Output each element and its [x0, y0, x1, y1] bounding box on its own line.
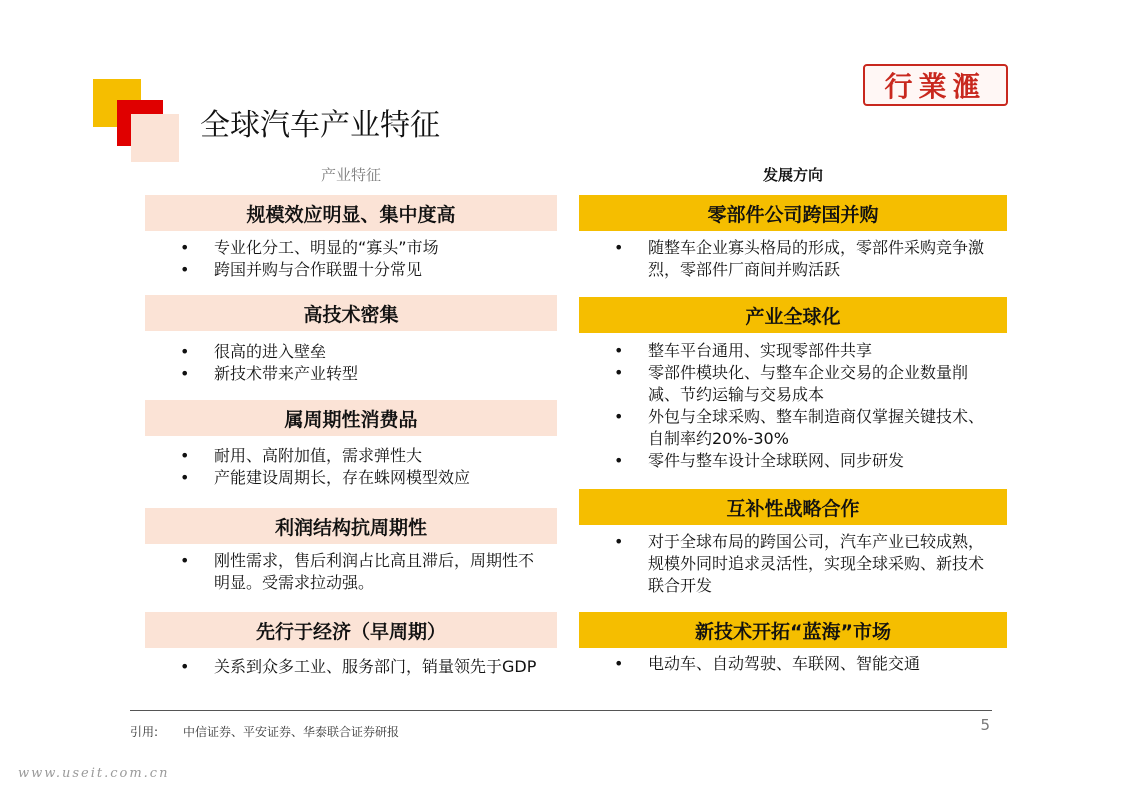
left-section-header-4: 利润结构抗周期性: [145, 508, 557, 544]
right-section-list-4: [614, 653, 994, 675]
left-section-header-3: 属周期性消费品: [145, 400, 557, 436]
list-item: • 专业化分工、明显的“寡头”市场: [180, 237, 540, 259]
right-section-list-2: [614, 340, 994, 472]
left-column-label: 产业特征: [320, 166, 381, 184]
list-item: • 刚性需求，售后利润占比高且滞后，周期性不明显。受需求拉动强。: [180, 550, 540, 594]
list-item: • 耐用、高附加值，需求弹性大: [180, 445, 540, 467]
left-section-list-3: [180, 445, 540, 489]
right-column-label: 发展方向: [762, 166, 823, 184]
left-section-list-2: [180, 341, 540, 385]
right-section-header-1: 零部件公司跨国并购: [579, 195, 1007, 231]
right-section-header-3: 互补性战略合作: [579, 489, 1007, 525]
list-item: • 随整车企业寡头格局的形成，零部件采购竞争激烈，零部件厂商间并购活跃: [614, 237, 994, 281]
page-number: 5: [980, 716, 990, 734]
list-item: • 很高的进入壁垒: [180, 341, 540, 363]
list-item: • 外包与全球采购、整车制造商仅掌握关键技术、自制率约20%-30%: [614, 406, 994, 450]
left-section-list-5: [180, 656, 540, 678]
deco-square-peach: [131, 114, 179, 162]
seal-text: 行業滙: [884, 70, 987, 103]
list-item: • 零部件模块化、与整车企业交易的企业数量削减、节约运输与交易成本: [614, 362, 994, 406]
citation-label: 引用:: [130, 725, 159, 739]
right-section-header-4: 新技术开拓“蓝海”市场: [579, 612, 1007, 648]
list-item: • 关系到众多工业、服务部门，销量领先于GDP: [180, 656, 540, 678]
list-item: • 整车平台通用、实现零部件共享: [614, 340, 994, 362]
page-title: 全球汽车产业特征: [200, 108, 440, 143]
left-section-header-1: 规模效应明显、集中度高: [145, 195, 557, 231]
right-section-header-2: 产业全球化: [579, 297, 1007, 333]
footer-divider: [130, 710, 992, 711]
left-section-header-2: 高技术密集: [145, 295, 557, 331]
watermark: www.useit.com.cn: [18, 766, 170, 781]
left-section-header-5: 先行于经济（早周期）: [145, 612, 557, 648]
list-item: • 跨国并购与合作联盟十分常见: [180, 259, 540, 281]
left-section-list-4: [180, 550, 540, 594]
list-item: • 零件与整车设计全球联网、同步研发: [614, 450, 994, 472]
right-section-list-3: [614, 531, 994, 597]
brand-seal-logo: [863, 64, 1008, 106]
right-section-list-1: [614, 237, 994, 281]
list-item: • 新技术带来产业转型: [180, 363, 540, 385]
list-item: • 对于全球布局的跨国公司，汽车产业已较成熟，规模外同时追求灵活性，实现全球采购、新技术联合开发: [614, 531, 994, 597]
left-section-list-1: [180, 237, 540, 281]
list-item: • 产能建设周期长，存在蛛网模型效应: [180, 467, 540, 489]
list-item: • 电动车、自动驾驶、车联网、智能交通: [614, 653, 994, 675]
citation-text: 中信证券、平安证券、华泰联合证券研报: [183, 725, 400, 739]
